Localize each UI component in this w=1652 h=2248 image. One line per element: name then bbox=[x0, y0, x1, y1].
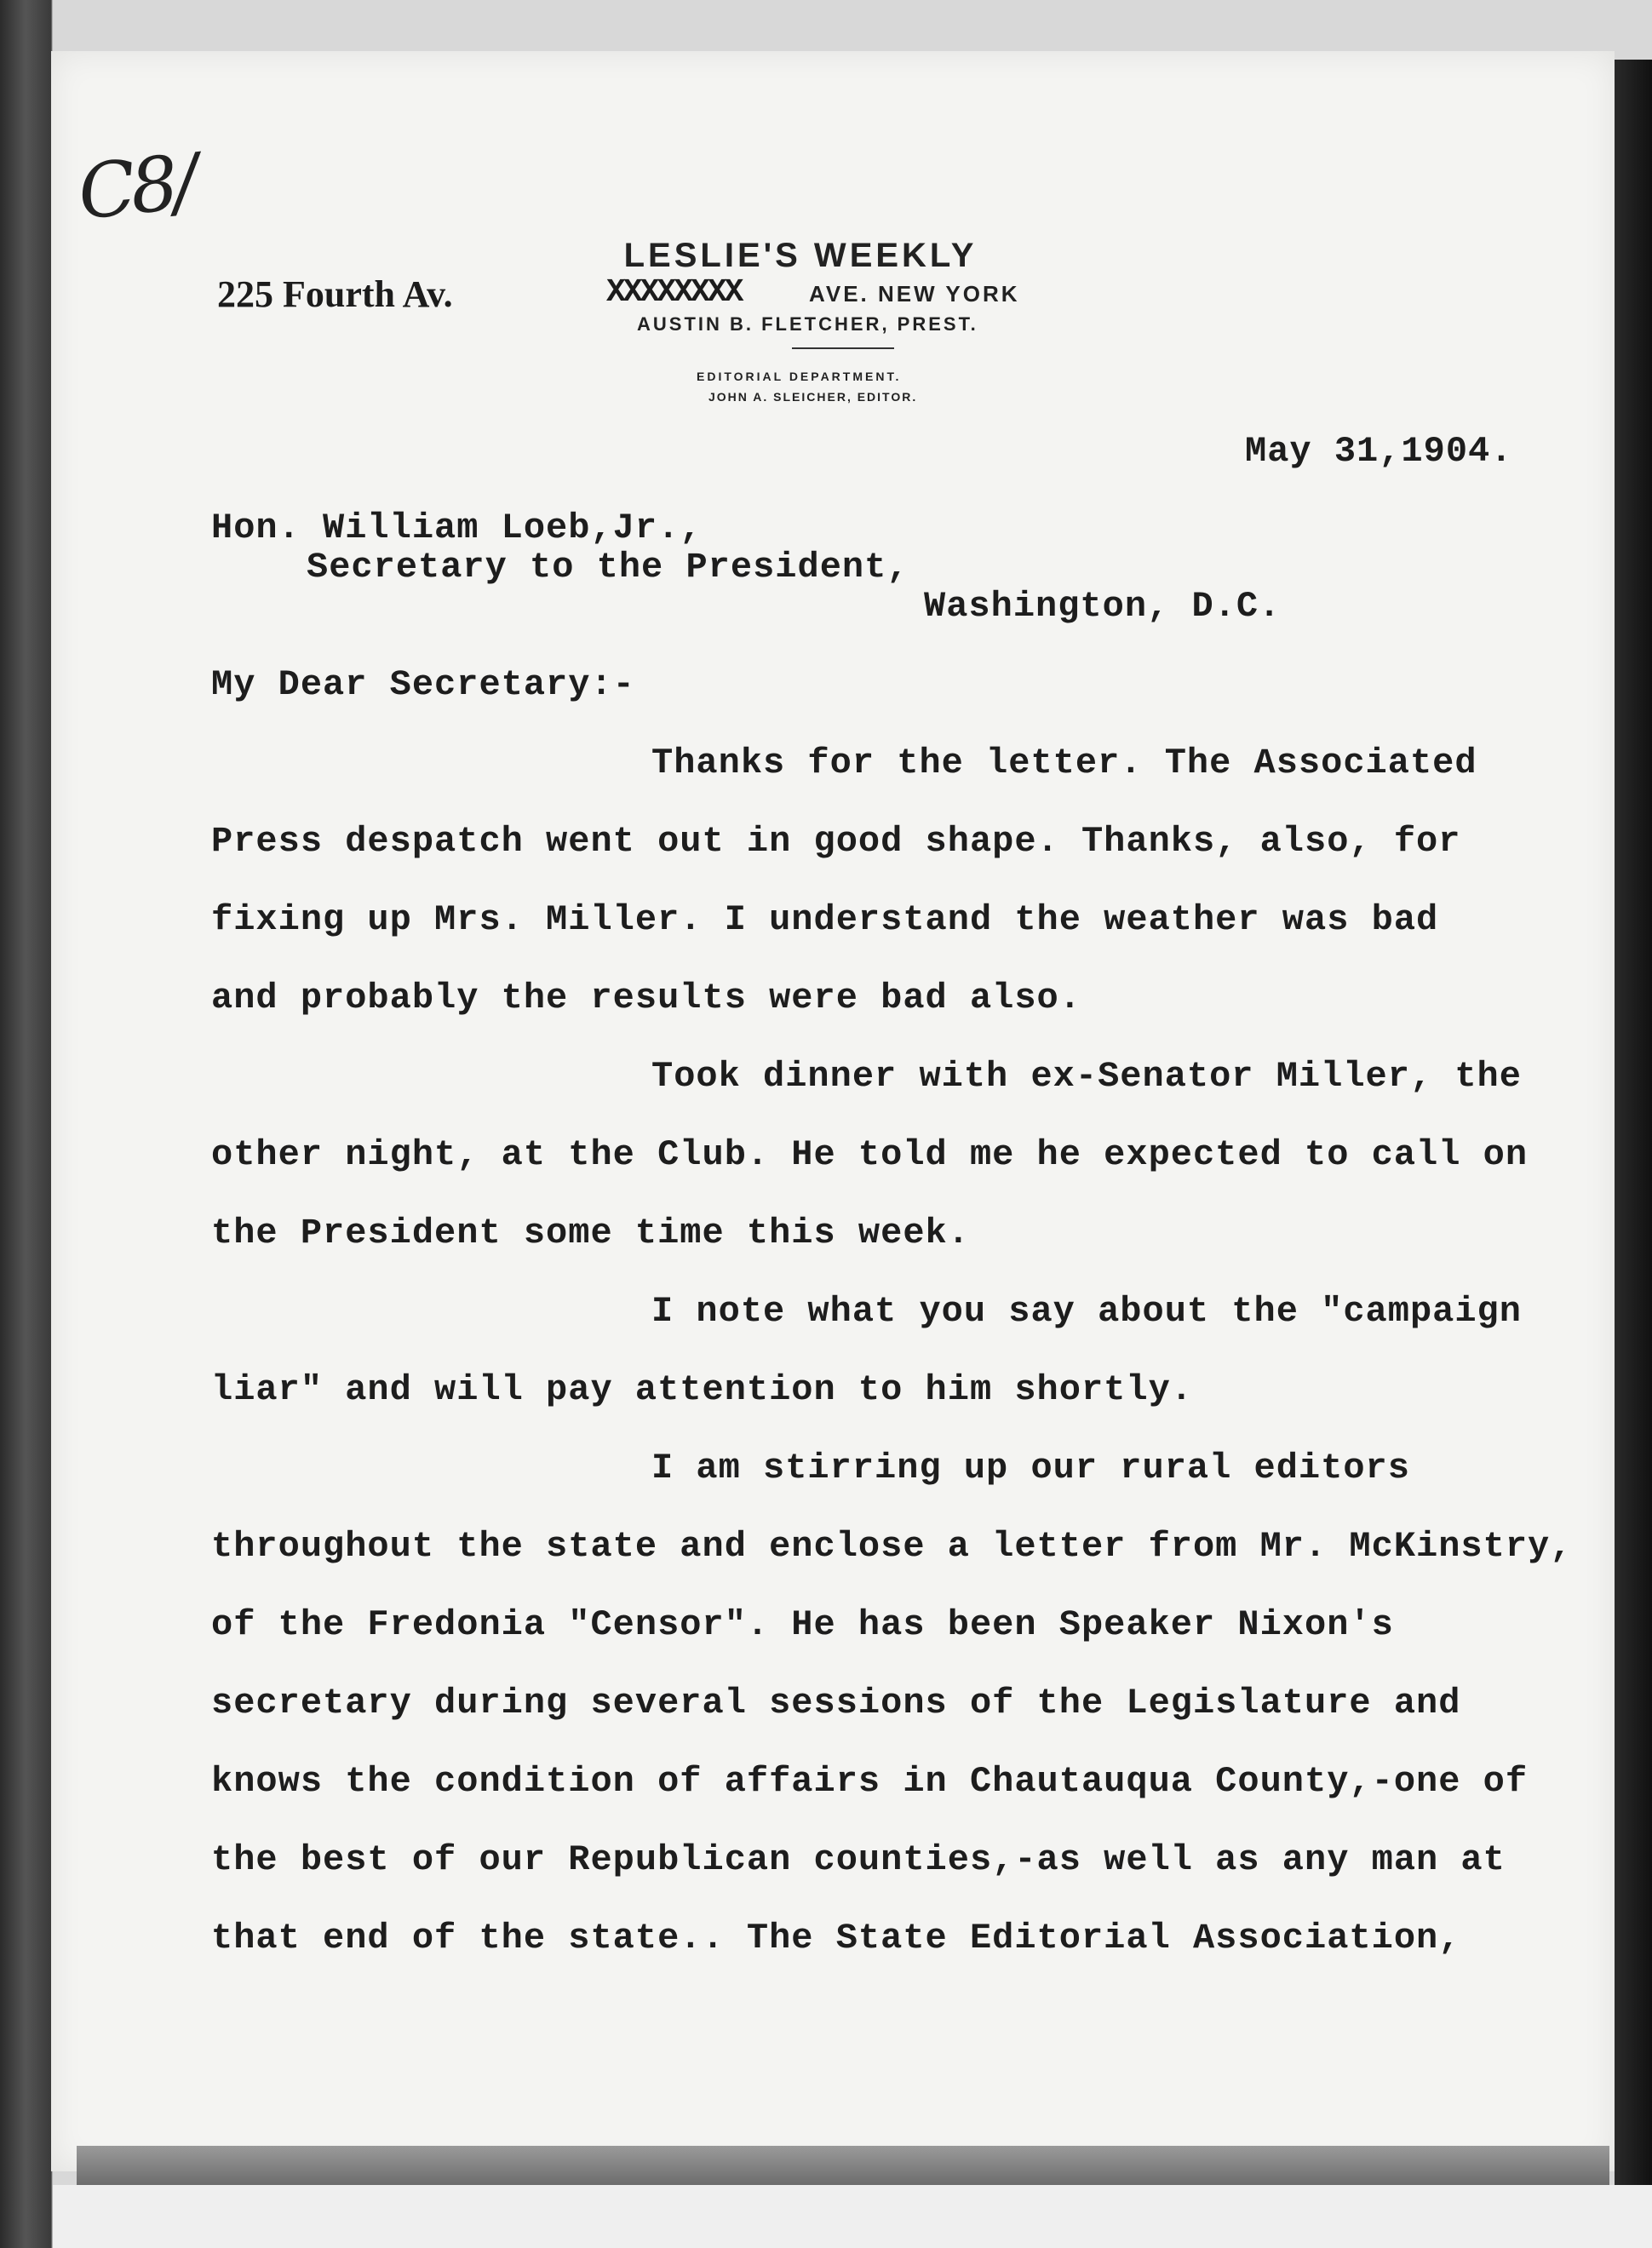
body-line: the best of our Republican counties,-as well as any man at bbox=[211, 1839, 1506, 1880]
publication-name: LESLIE'S WEEKLY bbox=[623, 237, 978, 274]
body-line: fixing up Mrs. Miller. I understand the weather was bad bbox=[211, 899, 1439, 940]
struck-out-street: XXXXXXXX bbox=[606, 274, 742, 311]
letter-date: May 31,1904. bbox=[1245, 431, 1513, 472]
body-line: that end of the state.. The State Editorial Association, bbox=[211, 1918, 1461, 1958]
body-line: I am stirring up our rural editors bbox=[651, 1448, 1410, 1488]
typed-street-address: 225 Fourth Av. bbox=[217, 273, 453, 315]
letterhead-city: AVE. NEW YORK bbox=[809, 281, 1020, 307]
recipient-city: Washington, D.C. bbox=[924, 586, 1282, 627]
body-line: knows the condition of affairs in Chautauqua County,-one of bbox=[211, 1761, 1529, 1802]
letterhead-department: EDITORIAL DEPARTMENT. bbox=[697, 370, 902, 383]
recipient-title: Secretary to the President, bbox=[307, 547, 909, 588]
scan-bottom-margin bbox=[53, 2185, 1652, 2248]
body-line: liar" and will pay attention to him shortly. bbox=[211, 1369, 1193, 1410]
salutation: My Dear Secretary:- bbox=[211, 664, 635, 705]
body-line: of the Fredonia "Censor". He has been Speaker Nixon's bbox=[211, 1604, 1394, 1645]
recipient-name: Hon. William Loeb,Jr., bbox=[211, 508, 703, 548]
page-bottom-shadow bbox=[77, 2146, 1609, 2185]
body-line: throughout the state and enclose a letter from Mr. McKinstry, bbox=[211, 1526, 1573, 1567]
body-line: Press despatch went out in good shape. Thanks, also, for bbox=[211, 821, 1461, 862]
scan-edge bbox=[1615, 60, 1652, 2248]
body-line: secretary during several sessions of the Legislature and bbox=[211, 1683, 1461, 1723]
letterhead-president: AUSTIN B. FLETCHER, PREST. bbox=[637, 313, 978, 335]
handwritten-annotation: C8/ bbox=[73, 137, 198, 237]
letterhead-editor: JOHN A. SLEICHER, EDITOR. bbox=[708, 390, 918, 404]
body-line: and probably the results were bad also. bbox=[211, 978, 1081, 1018]
body-line: I note what you say about the "campaign bbox=[651, 1291, 1522, 1332]
body-line: Took dinner with ex-Senator Miller, the bbox=[651, 1056, 1522, 1097]
body-line: the President some time this week. bbox=[211, 1213, 970, 1253]
letterhead-rule bbox=[792, 347, 894, 349]
body-line: other night, at the Club. He told me he expected to call on bbox=[211, 1134, 1529, 1175]
body-line: Thanks for the letter. The Associated bbox=[651, 743, 1477, 783]
